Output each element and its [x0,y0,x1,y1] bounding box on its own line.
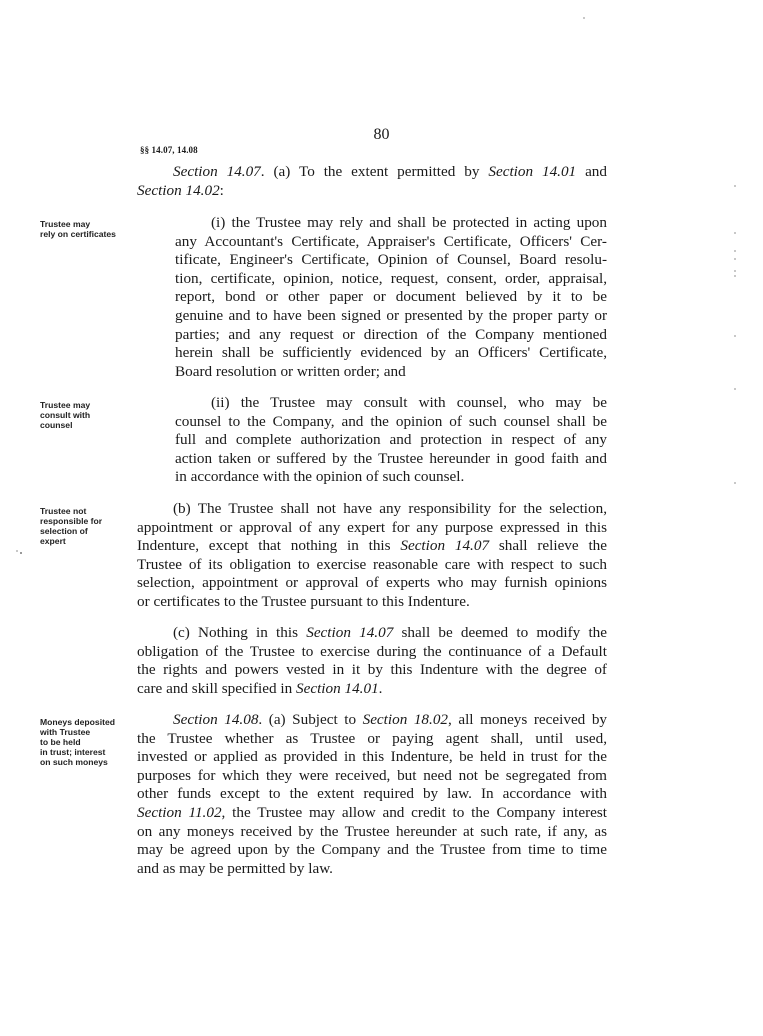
section-ref: Section 14.07 [173,163,261,180]
scan-speck [734,335,736,337]
scan-speck [734,482,736,484]
section-ref: Section 11.02 [137,803,222,821]
section-ref: Section 14.07 [306,624,394,641]
scan-speck [734,232,736,234]
scan-speck [734,388,736,390]
scan-speck [734,275,736,277]
section-ref: Section 18.02 [362,711,449,728]
section-ref: Section 14.07 [400,537,490,555]
scan-speck [16,550,18,552]
section-ref: Section 14.08 [173,711,259,728]
paragraph-ii: (ii) the Trustee may consult with counsel, who may be counsel to the Company, and the opinion of such counsel shall be full and complete authorization and protection in respect of any action taken or suffered by the Trustee hereunder in good faith and in accordance with the opinion of such counsel. [175,394,607,486]
scan-speck [734,270,736,272]
paragraph-i: (i) the Trustee may rely and shall be protected in acting upon any Accountant's Certificate, Appraiser's Certificate, Officers' Cer- tificate, Engineer's Certificate, Opinion of Counsel, Board resolu- tion, certificate, opinion, notice, request, consent, order, appraisal, report, bond or other paper or document believed by it to be genuine and to have been signed or presented by the proper party or parties; and any request or direction of the Company mentioned herein shall be sufficiently evidenced by an Officers' Certificate, Board resolution or written order; and [175,214,607,380]
scan-speck [583,17,585,19]
paragraph-c: (c) Nothing in this Section 14.07 shall be deemed to modify the obligation of the Trustee to exercise during the continuance of a Default the rights and powers vested in it by this Indenture with the degree of care and skill specified in Section 14.01. [137,624,607,697]
scan-speck [734,258,736,260]
scan-speck [20,552,22,554]
section-14-08: Section 14.08. (a) Subject to Section 18.02, all moneys received by the Trustee whether as Trustee or paying agent shall, until used, invested or applied as provided in this Indenture, be held in trust for the purposes for which they were received, but need not be segregated from other funds except to the extent required by law. In accordance with Section 11.02, the Trustee may allow and credit to the Company interest on any moneys received by the Trustee hereunder at such rate, if any, as may be agreed upon by the Company and the Trustee from time to time and as may be permitted by law. [137,711,608,877]
scan-speck [734,250,736,252]
margin-note-consult-with-counsel: Trustee may consult with counsel [40,400,91,430]
section-ref: Section 14.01 [488,163,577,180]
section-ref: Section 14.01 [296,679,379,697]
section-ref: Section 14.02 [137,181,220,199]
margin-note-not-responsible-for-expert: Trustee not responsible for selection of expert [40,506,103,546]
margin-note-moneys-deposited: Moneys deposited with Trustee to be held in trust; interest on such moneys [40,717,115,767]
running-head: §§ 14.07, 14.08 [140,145,198,155]
margin-note-rely-on-certificates: Trustee may rely on certificates [40,219,116,239]
paragraph-b: (b) The Trustee shall not have any responsibility for the selection, appointment or approval of any expert for any purpose expressed in this Indenture, except that nothing in this Section 14.07 shall relieve the Trustee of its obligation to exercise reasonable care with respect to such selection, appointment or approval of experts who may furnish opinions or certificates to the Trustee pursuant to this Indenture. [137,500,607,610]
page-number: 80 [373,126,390,143]
section-14-07-intro: Section 14.07. (a) To the extent permitted by Section 14.01 and Section 14.02: [137,163,607,199]
scan-speck [734,185,736,187]
